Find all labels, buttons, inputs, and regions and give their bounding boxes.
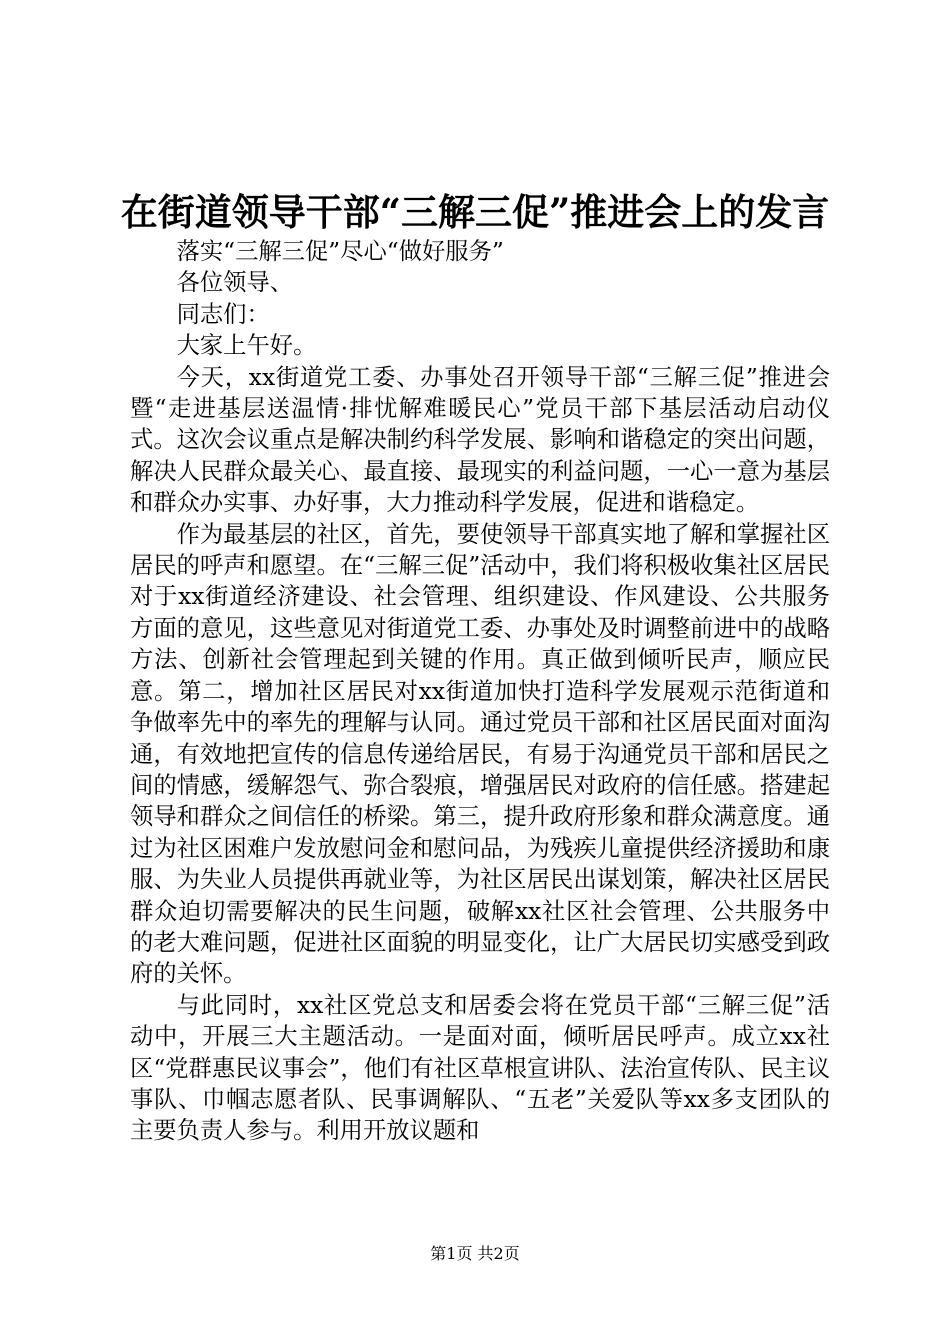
body-paragraph: 与此同时，xx社区党总支和居委会将在党员干部“三解三促”活动中，开展三大主题活动。一是面对面，倾听居民呼声。成立xx社区“党群惠民议事会”，他们有社区草根宣讲队、法治宣传队、民主议事队、巾帼志愿者队、民事调解队、“五老”关爱队等xx多支团队的主要负责人参与。利用开放议题和 [130, 991, 830, 1145]
salutation-leaders: 各位领导、 [176, 269, 294, 297]
body-paragraph: 今天，xx街道党工委、办事处召开领导干部“三解三促”推进会暨“走进基层送温情·排忧解难暖民心”党员干部下基层活动启动仪式。这次会议重点是解决制约科学发展、影响和谐稳定的突出问题，解决人民群众最关心、最直接、最现实的利益问题，一心一意为基层和群众办实事、办好事，大力推动科学发展，促进和谐稳定。 [130, 363, 830, 517]
page-footer: 第1页 共2页 [430, 1244, 520, 1263]
greeting: 大家上午好。 [176, 332, 317, 360]
body-paragraph: 作为最基层的社区，首先，要使领导干部真实地了解和掌握社区居民的呼声和愿望。在“三解三促”活动中，我们将积极收集社区居民对于xx街道经济建设、社会管理、组织建设、作风建设、公共服务方面的意见，这些意见对街道党工委、办事处及时调整前进中的战略方法、创新社会管理起到关键的作用。真正做到倾听民声，顺应民意。第二，增加社区居民对xx街道加快打造科学发展观示范街道和争做率先中的率先的理解与认同。通过党员干部和社区居民面对面沟通，有效地把宣传的信息传递给居民，有易于沟通党员干部和居民之间的情感，缓解怨气、弥合裂痕，增强居民对政府的信任感。搭建起领导和群众之间信任的桥梁。第三，提升政府形象和群众满意度。通过为社区困难户发放慰问金和慰问品，为残疾儿童提供经济援助和康服、为失业人员提供再就业等，为社区居民出谋划策，解决社区居民群众迫切需要解决的民生问题，破解xx社区社会管理、公共服务中的老大难问题，促进社区面貌的明显变化，让广大居民切实感受到政府的关怀。 [130, 520, 830, 988]
document-body [130, 236, 830, 1147]
subtitle-line: 落实“三解三促”尽心“做好服务” [176, 238, 504, 265]
salutation-comrades: 同志们： [176, 300, 270, 328]
document-title: 在街道领导干部“三解三促”推进会上的发言 [120, 190, 830, 234]
